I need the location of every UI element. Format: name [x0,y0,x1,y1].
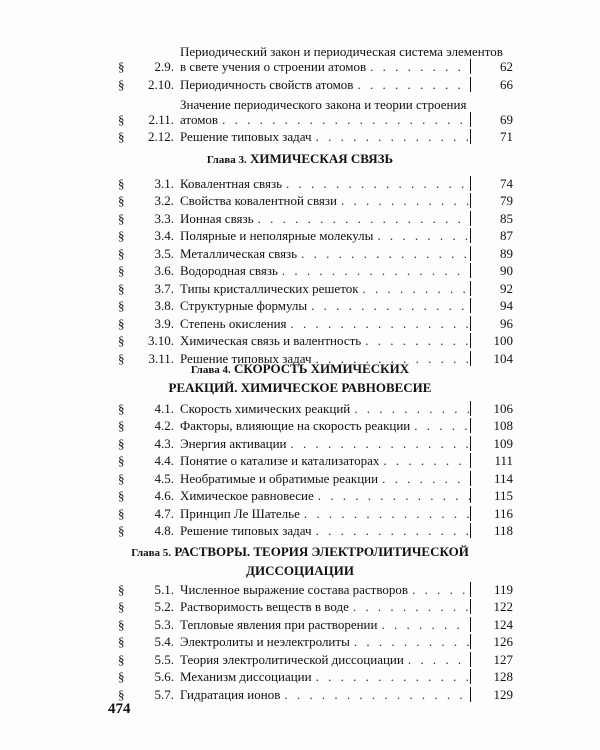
toc-entry [0,452,600,470]
dot-leader [301,246,470,261]
title-text: Периодический закон и периодическая система элементов [180,44,503,59]
section-title [180,582,470,597]
section-symbol: § [118,616,125,632]
section-number: 2.9. [154,59,174,74]
chapter-5-label: Глава 5. [131,547,172,559]
section-title [180,129,470,144]
title-last-line [180,471,470,486]
title-last-line [180,488,470,503]
section-number: 5.1. [154,581,174,597]
title-last-line [180,281,470,296]
page-reference: 126 [470,634,513,649]
toc-entry [0,40,600,75]
section-symbol: § [118,435,125,451]
section-title [180,471,470,486]
title-text: Ковалентная связь [180,175,283,191]
chapter-3-title: ХИМИЧЕСКАЯ СВЯЗЬ [249,151,394,166]
page-reference: 87 [470,228,513,243]
page-reference: 69 [470,112,513,127]
section-title [180,401,470,416]
title-last-line [180,401,470,416]
title-text: Свойства ковалентной связи [180,193,337,208]
section-title [180,228,470,243]
title-last-line [180,582,470,597]
title-text: Факторы, влияющие на скорость реакции [180,418,411,433]
section-title [180,418,470,433]
dot-leader [311,298,470,313]
title-text: в свете учения о строении атомов [180,59,367,74]
title-last-line [180,617,470,632]
title-text: Необратимые и обратимые реакции [180,470,379,486]
dot-leader [258,211,470,226]
chapter-5-title-line-1: РАСТВОРЫ. ТЕОРИЯ ЭЛЕКТРОЛИТИЧЕСКОЙ [174,544,469,559]
toc-entry [0,262,600,280]
toc-entry [0,487,600,505]
dot-leader [353,599,470,614]
dot-leader [370,59,470,74]
chapter-3-label: Глава 3. [206,154,247,166]
section-symbol: § [118,453,125,468]
title-text: Электролиты и неэлектролиты [180,634,350,649]
section-number: 5.4. [154,634,174,649]
page-reference: 118 [470,523,513,538]
section-symbol: § [118,488,125,503]
title-text: Принцип Ле Шателье [180,505,300,521]
title-last-line [180,599,470,614]
title-last-line [180,523,470,538]
toc-entry [0,668,600,686]
dot-leader [381,617,470,632]
section-number: 2.11. [148,111,174,127]
page-reference: 106 [470,401,513,416]
toc-entry [0,417,600,435]
title-last-line [180,436,470,451]
section-title [180,488,470,503]
section-title [180,436,470,451]
title-last-line [180,59,470,74]
section-title [180,617,470,632]
section-symbol: § [118,581,125,597]
section-title [180,211,470,226]
dot-leader [354,634,470,649]
section-number: 3.3. [154,210,174,226]
section-title [180,281,470,296]
toc-entry [0,244,600,262]
dot-leader [291,316,470,331]
title-text: Степень окисления [180,315,287,331]
page-reference: 129 [470,687,513,702]
chapter-5-heading [0,543,600,579]
chapter-5-title-line-2: ДИССОЦИАЦИИ [246,563,354,578]
toc-entry [0,615,600,633]
dot-leader [291,436,471,451]
toc-chapter-2-tail [0,40,600,145]
section-symbol: § [118,350,125,366]
title-last-line [180,263,470,278]
chapter-4-heading [0,360,600,396]
section-number: 4.8. [154,523,174,538]
dot-leader [286,176,470,191]
toc-entry [0,580,600,598]
title-text: Металлическая связь [180,245,298,261]
section-number: 4.7. [154,505,174,521]
page-reference: 66 [470,77,513,92]
page-reference: 127 [470,652,513,667]
page-reference: 100 [470,333,513,348]
title-last-line [180,333,470,348]
toc-entry [0,128,600,146]
title-last-line [180,211,470,226]
section-title [180,687,470,702]
title-last-line [180,453,470,468]
title-text: Механизм диссоциации [180,669,312,684]
section-symbol: § [118,298,125,313]
title-text: Энергия активации [180,435,287,451]
section-symbol: § [118,651,125,667]
section-symbol: § [118,228,125,243]
chapter-4-title-line-1: СКОРОСТЬ ХИМИЧЕСКИХ [234,361,410,376]
section-number: 3.11. [148,350,174,366]
title-text: атомов [180,111,219,127]
title-text: Растворимость веществ в воде [180,599,349,614]
toc-entry [0,633,600,651]
title-text: Химическое равновесие [180,488,314,503]
section-title [180,652,470,667]
section-symbol: § [118,505,125,521]
title-text: Гидратация ионов [180,686,281,702]
section-number: 5.3. [154,616,174,632]
section-title [180,176,470,191]
section-symbol: § [118,210,125,226]
dot-leader [383,453,470,468]
section-title [180,506,470,521]
dot-leader [284,687,470,702]
page-reference: 128 [470,669,513,684]
dot-leader [341,193,470,208]
dot-leader [363,281,470,296]
page-reference: 79 [470,193,513,208]
title-last-line [180,652,470,667]
toc-entry [0,75,600,93]
toc-entry [0,434,600,452]
page-reference: 119 [470,582,513,597]
section-title [180,316,470,331]
title-text: Скорость химических реакций [180,400,351,416]
title-last-line [180,506,470,521]
dot-leader [412,582,470,597]
page-reference: 74 [470,176,513,191]
dot-leader [377,228,470,243]
section-symbol: § [118,686,125,702]
page-reference: 92 [470,281,513,296]
title-text: Полярные и неполярные молекулы [180,228,374,243]
toc-entry [0,227,600,245]
page-reference: 116 [470,506,513,521]
page-reference: 115 [470,488,513,503]
section-number: 3.10. [148,333,174,348]
section-symbol: § [118,175,125,191]
section-number: 3.4. [154,228,174,243]
title-last-line [180,228,470,243]
toc-entry [0,314,600,332]
section-title [180,634,470,649]
section-title [180,246,470,261]
section-symbol: § [118,400,125,416]
section-symbol: § [118,280,125,296]
title-last-line [180,316,470,331]
page-reference: 94 [470,298,513,313]
title-text: Типы кристаллических решеток [180,280,359,296]
page-reference: 111 [470,453,513,468]
dot-leader [316,523,470,538]
chapter-3-heading [0,150,600,169]
toc-chapter-5 [0,580,600,703]
toc-entry [0,399,600,417]
title-text: Теория электролитической диссоциации [180,651,404,667]
section-symbol: § [118,315,125,331]
toc-entry [0,279,600,297]
title-text: Водородная связь [180,263,278,278]
dot-leader [408,652,470,667]
toc-entry [0,650,600,668]
section-symbol: § [118,418,125,433]
section-symbol: § [118,523,125,538]
section-symbol: § [118,129,125,144]
title-text: Тепловые явления при растворении [180,616,378,632]
section-symbol: § [118,76,125,92]
section-number: 4.5. [154,470,174,486]
title-last-line [180,418,470,433]
section-number: 4.1. [154,400,174,416]
page-reference: 85 [470,211,513,226]
title-last-line [180,176,470,191]
title-last-line [180,246,470,261]
section-symbol: § [118,333,125,348]
toc-entry [0,174,600,192]
title-last-line [180,193,470,208]
page-reference: 114 [470,471,513,486]
title-last-line [180,112,470,127]
toc-entry [0,504,600,522]
section-number: 5.5. [154,651,174,667]
dot-leader [316,129,470,144]
section-number: 4.4. [154,453,174,468]
section-symbol: § [118,245,125,261]
title-last-line [180,687,470,702]
toc-entry [0,469,600,487]
section-symbol: § [118,634,125,649]
title-text: Ионная связь [180,210,254,226]
title-last-line [180,298,470,313]
title-text: Периодичность свойств атомов [180,76,354,92]
section-title [180,44,503,74]
dot-leader [382,471,470,486]
section-title [180,193,470,208]
section-title [180,298,470,313]
toc-chapter-3 [0,174,600,367]
page-reference: 62 [470,59,513,74]
section-title [180,599,470,614]
title-last-line [180,77,470,92]
page-reference: 104 [470,351,513,366]
dot-leader [282,263,470,278]
section-title [180,263,470,278]
title-text: Решение типовых задач [180,523,312,538]
section-number: 3.8. [154,298,174,313]
chapter-4-label: Глава 4. [190,364,231,376]
section-symbol: § [118,599,125,614]
dot-leader [304,506,470,521]
dot-leader [316,669,470,684]
title-text: Понятие о катализе и катализаторах [180,453,380,468]
page-reference: 89 [470,246,513,261]
section-number: 4.2. [154,418,174,433]
section-number: 5.6. [154,669,174,684]
dot-leader [357,77,470,92]
title-text: Значение периодического закона и теории строения [180,96,467,112]
chapter-4-title-line-2: РЕАКЦИЙ. ХИМИЧЕСКОЕ РАВНОВЕСИЕ [168,380,432,395]
section-number: 5.2. [154,599,174,614]
toc-chapter-4 [0,399,600,539]
section-symbol: § [118,111,125,127]
page-reference: 124 [470,617,513,632]
section-symbol: § [118,470,125,486]
dot-leader [354,401,470,416]
toc-entry [0,209,600,227]
dot-leader [318,488,470,503]
section-number: 2.10. [148,76,174,92]
section-title [180,77,470,92]
section-title [180,453,470,468]
page-number: 474 [108,701,131,717]
title-text: Решение типовых задач [180,350,312,366]
title-text: Структурные формулы [180,298,308,313]
page-reference: 109 [470,436,513,451]
toc-entry [0,93,600,128]
title-text: Химическая связь и валентность [180,333,362,348]
section-number: 3.5. [154,245,174,261]
page-reference: 71 [470,129,513,144]
section-title [180,669,470,684]
toc-entry [0,522,600,540]
section-number: 4.3. [154,435,174,451]
title-last-line [180,669,470,684]
title-last-line [180,129,470,144]
section-number: 3.7. [154,280,174,296]
section-number: 3.2. [154,193,174,208]
dot-leader [222,112,470,127]
toc-entry [0,192,600,210]
section-number: 2.12. [148,129,174,144]
toc-entry [0,297,600,315]
section-symbol: § [118,59,125,74]
section-number: 3.6. [154,263,174,278]
dot-leader [365,333,470,348]
section-title [180,97,470,127]
toc-entry [0,332,600,350]
page-reference: 96 [470,316,513,331]
page-reference: 90 [470,263,513,278]
title-text: Численное выражение состава растворов [180,581,409,597]
toc-entry [0,598,600,616]
toc-entry [0,685,600,703]
section-number: 3.1. [154,175,174,191]
page-reference: 122 [470,599,513,614]
section-title [180,333,470,348]
section-number: 4.6. [154,488,174,503]
dot-leader [414,418,470,433]
section-symbol: § [118,669,125,684]
section-symbol: § [118,193,125,208]
section-symbol: § [118,263,125,278]
page-reference: 108 [470,418,513,433]
title-last-line [180,634,470,649]
title-text: Решение типовых задач [180,129,312,144]
section-number: 5.7. [154,686,174,702]
section-title [180,523,470,538]
section-number: 3.9. [154,315,174,331]
